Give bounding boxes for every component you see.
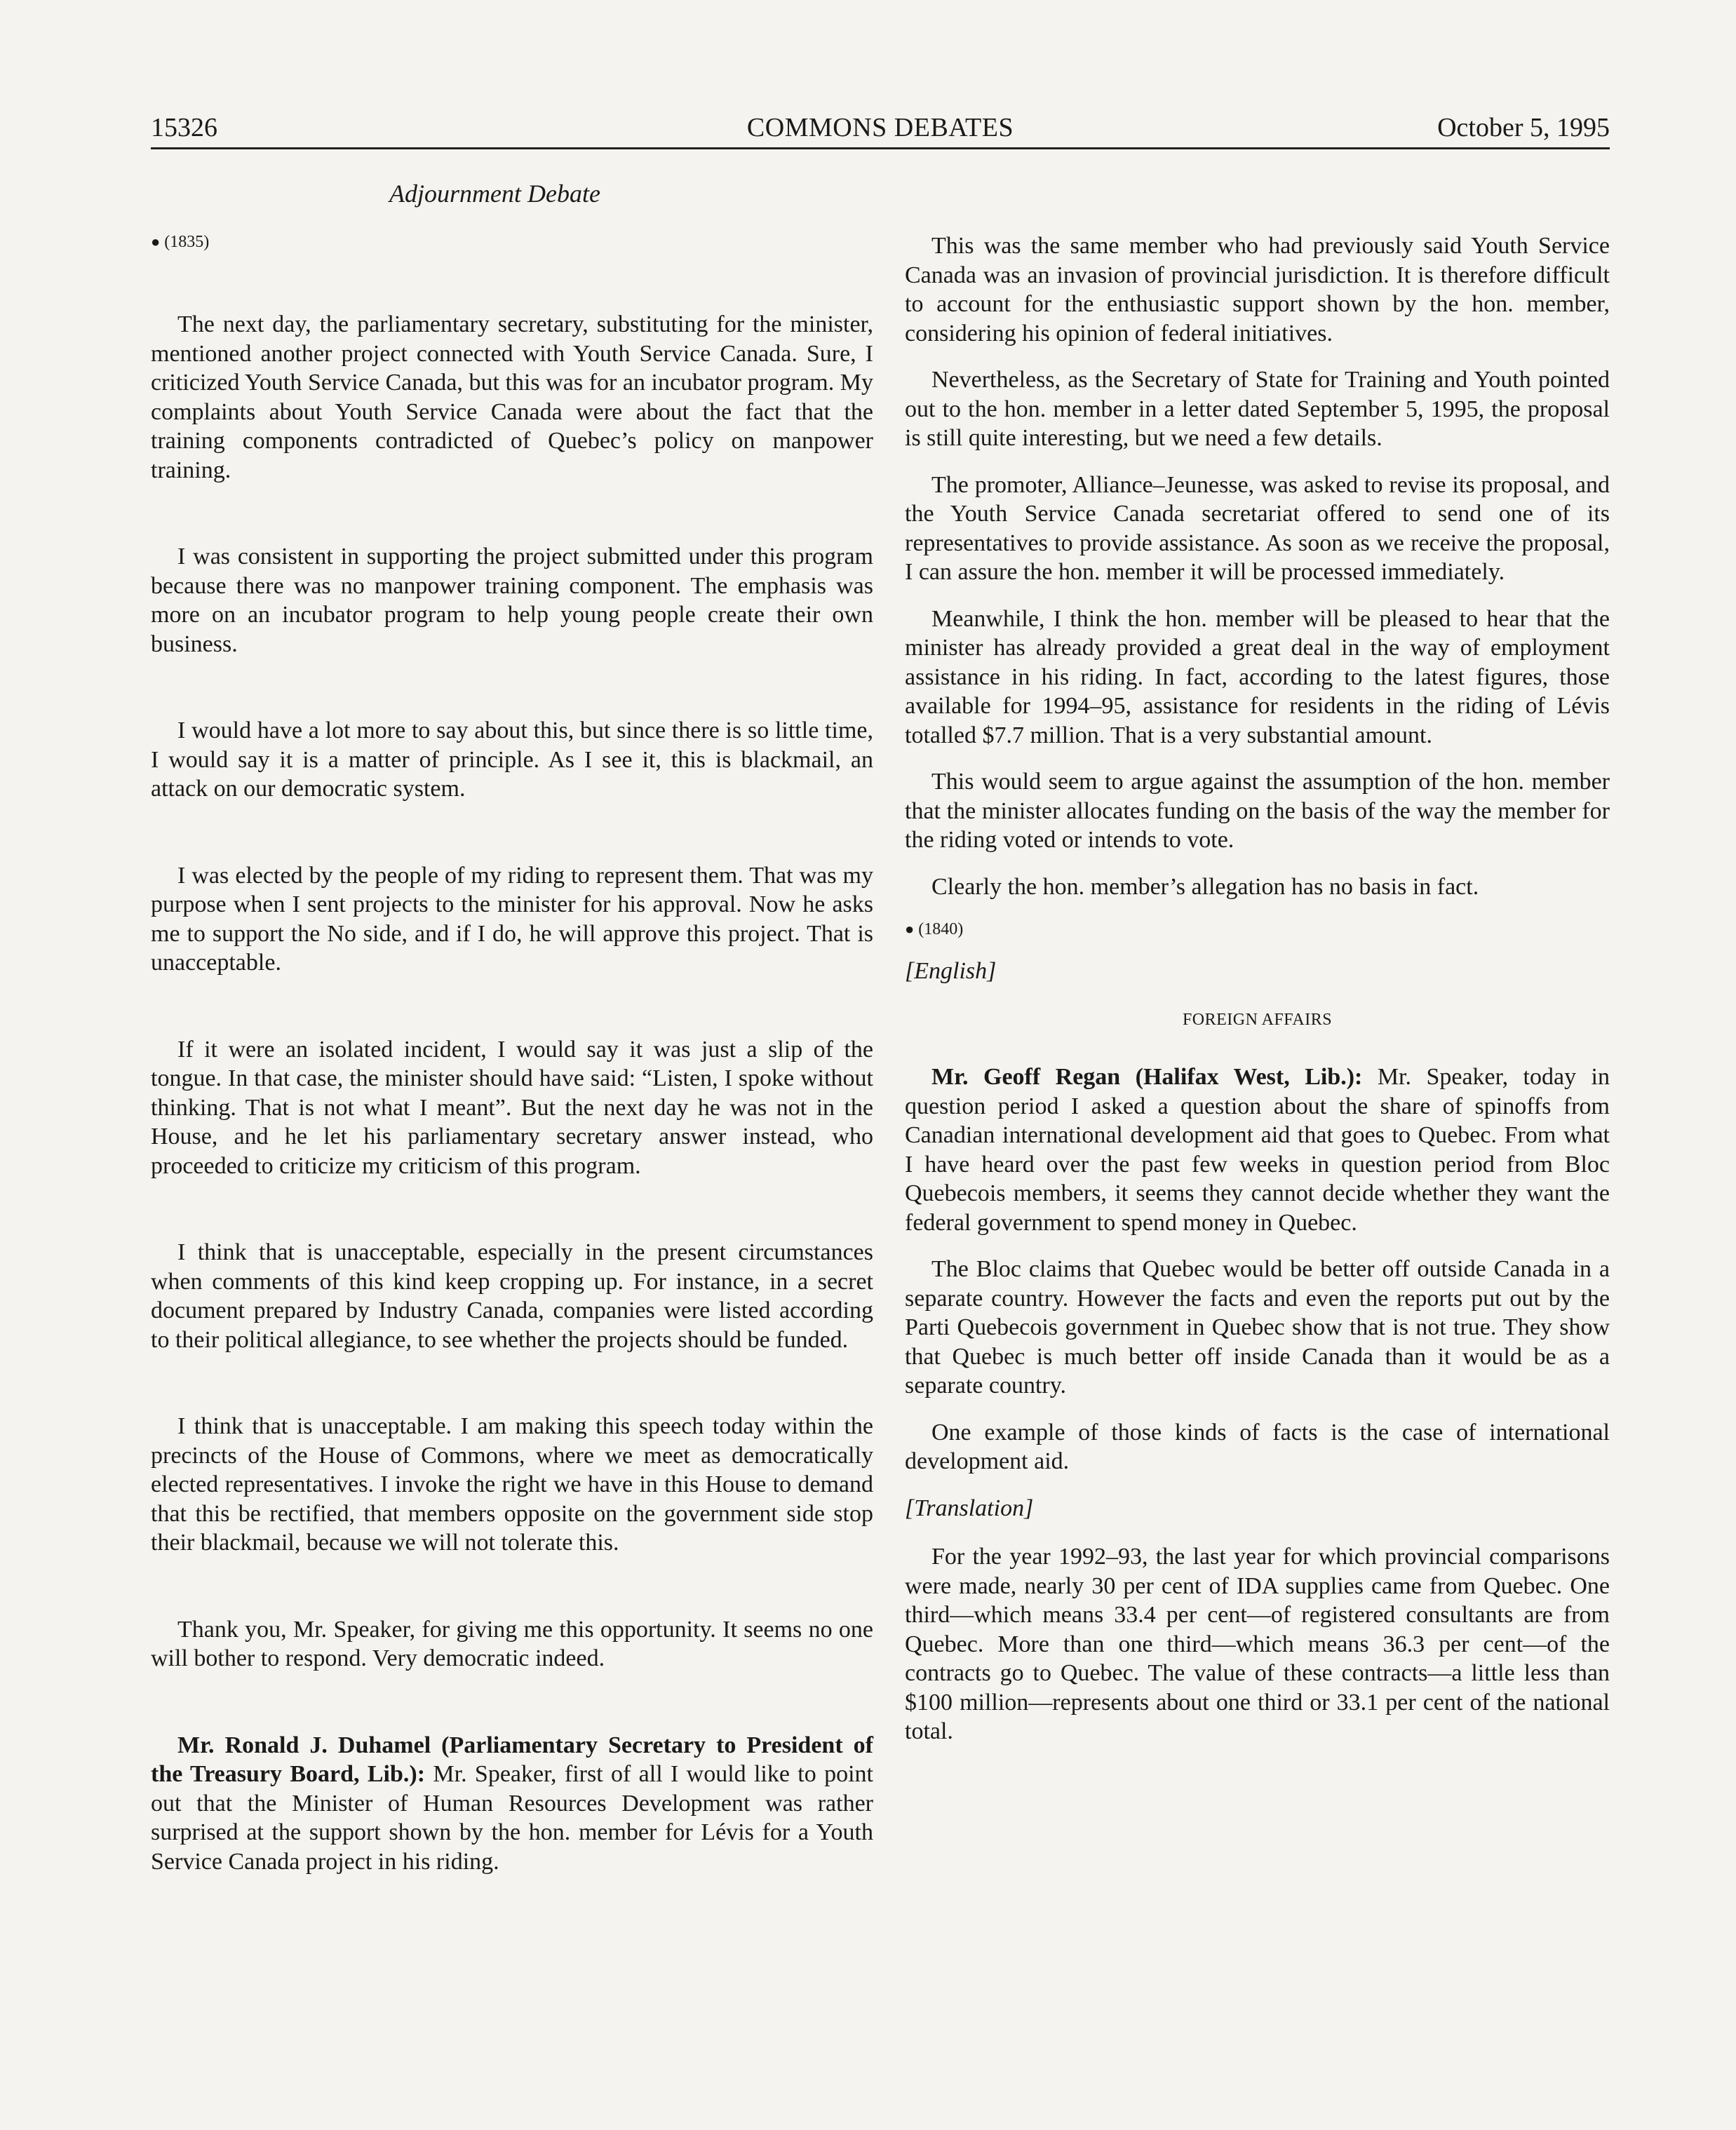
paragraph: This was the same member who had previously said Youth Service Canada was an invasion of provincial jurisdiction. It is therefore difficult to account for the enthusiastic support shown by the hon. member, considering his opinion of federal initiatives.	[905, 233, 1610, 346]
paragraph: This would seem to argue against the assumption of the hon. member that the minister allocates funding on the basis of the way the member for the riding voted or intends to vote.	[905, 769, 1610, 853]
paragraph: I think that is unacceptable, especially in the present circumstances when comments of this kind keep cropping up. For instance, in a secret document prepared by Industry Canada, companies were listed according to their political allegiance, to see whether the projects should be funded.	[151, 1239, 873, 1353]
language-marker: [Translation]	[905, 1495, 1034, 1521]
time-marker: ● (1835)	[151, 233, 210, 251]
bullet-icon: ●	[905, 920, 915, 938]
journal-title: COMMONS DEBATES	[746, 113, 1014, 142]
speech-text: Mr. Speaker, today in question period I asked a question about the share of spinoffs from Canadian international development aid that goes to Quebec. From what I have heard over the past few weeks in question period from Bloc Quebecois members, it seems they cannot decide whether they want the federal government to spend money in Quebec.	[905, 1064, 1610, 1236]
paragraph: If it were an isolated incident, I would say it was just a slip of the tongue. In that case, the minister should have said: “Listen, I spoke without thinking. That is not what I meant”. But the next day he was not in the House, and he let his parliamentary secretary answer instead, who proceeded to criticize my criticism of this program.	[151, 1036, 873, 1179]
paragraph: The Bloc claims that Quebec would be better off outside Canada in a separate country. However the facts and even the reports put out by the Parti Quebecois government in Quebec show that is not true. They show that Quebec is much better off inside Canada than it would be as a separate country.	[905, 1256, 1610, 1398]
paragraph: I was consistent in supporting the project submitted under this program because there was no manpower training component. The emphasis was more on an incubator program to help young people create their own business.	[151, 544, 873, 657]
header-rule	[151, 147, 1610, 149]
page-header	[151, 107, 1610, 149]
left-column	[151, 231, 873, 1934]
paragraph: I think that is unacceptable. I am making this speech today within the precincts of the House of Commons, where we meet as democratically elected representatives. I invoke the right we have in this House to demand that this be rectified, that members opposite on the government side stop their blackmail, because we will not tolerate this.	[151, 1413, 873, 1556]
paragraph: The next day, the parliamentary secretary, substituting for the minister, mentioned another project connected with Youth Service Canada. Sure, I criticized Youth Service Canada, but this was for an incubator program. My complaints about Youth Service Canada were about the fact that the training components contradicted of Quebec’s policy on manpower training.	[151, 311, 873, 483]
paragraph: I was elected by the people of my riding to represent them. That was my purpose when I sent projects to the minister for his approval. Now he asks me to support the No side, and if I do, he will approve this project. That is unacceptable.	[151, 862, 873, 976]
speech-paragraph	[905, 1063, 1610, 1237]
paragraph: The promoter, Alliance–Jeunesse, was asked to revise its proposal, and the Youth Service Canada secretariat offered to send one of its representatives to provide assistance. As soon as we receive the proposal, I can assure the hon. member it will be processed immediately.	[905, 471, 1610, 585]
issue-date: October 5, 1995	[1437, 113, 1610, 142]
paragraph: Thank you, Mr. Speaker, for giving me this opportunity. It seems no one will bother to respond. Very democratic indeed.	[151, 1616, 873, 1671]
paragraph: I would have a lot more to say about this, but since there is so little time, I would say it is a matter of principle. As I see it, this is blackmail, an attack on our democratic system.	[151, 717, 873, 802]
paragraph: For the year 1992–93, the last year for which provincial comparisons were made, nearly 30 per cent of IDA supplies came from Quebec. One third—which means 33.4 per cent—of registered consultants are from Quebec. More than one third—which means 36.3 per cent—of the contracts go to Quebec. The value of these contracts—a little less than $100 million—represents about one third or 33.1 per cent of the national total.	[905, 1544, 1610, 1744]
bullet-icon: ●	[151, 233, 161, 250]
speaker-name: Mr. Ronald J. Duhamel (Parliamentary Secretary to President of the Treasury Board, Lib.):	[151, 1732, 873, 1787]
speech-paragraph	[151, 1731, 873, 1877]
speaker-name: Mr. Geoff Regan (Halifax West, Lib.):	[931, 1064, 1363, 1090]
section-label: Adjournment Debate	[389, 180, 600, 208]
language-marker: [English]	[905, 958, 997, 984]
speech-text: Mr. Speaker, first of all I would like to point out that the Minister of Human Resources Development was rather surprised at the support shown by the hon. member for Lévis for a Youth Service Canada project in his riding.	[151, 1761, 873, 1875]
right-column	[905, 231, 1610, 1764]
section-heading: FOREIGN AFFAIRS	[1182, 1010, 1333, 1029]
paragraph: Meanwhile, I think the hon. member will be pleased to hear that the minister has already provided a great deal in the way of employment assistance in his riding. In fact, according to the latest figures, those available for 1994–95, assistance for residents in the riding of Lévis totalled $7.7 million. That is a very substantial amount.	[905, 605, 1610, 748]
paragraph: Nevertheless, as the Secretary of State for Training and Youth pointed out to the hon. member in a letter dated September 5, 1995, the proposal is still quite interesting, but we need a few details.	[905, 367, 1610, 451]
paragraph: One example of those kinds of facts is the case of international development aid.	[905, 1419, 1610, 1474]
page-number: 15326	[151, 113, 217, 142]
time-marker: ● (1840)	[905, 920, 964, 938]
paragraph: Clearly the hon. member’s allegation has no basis in fact.	[931, 873, 1479, 900]
